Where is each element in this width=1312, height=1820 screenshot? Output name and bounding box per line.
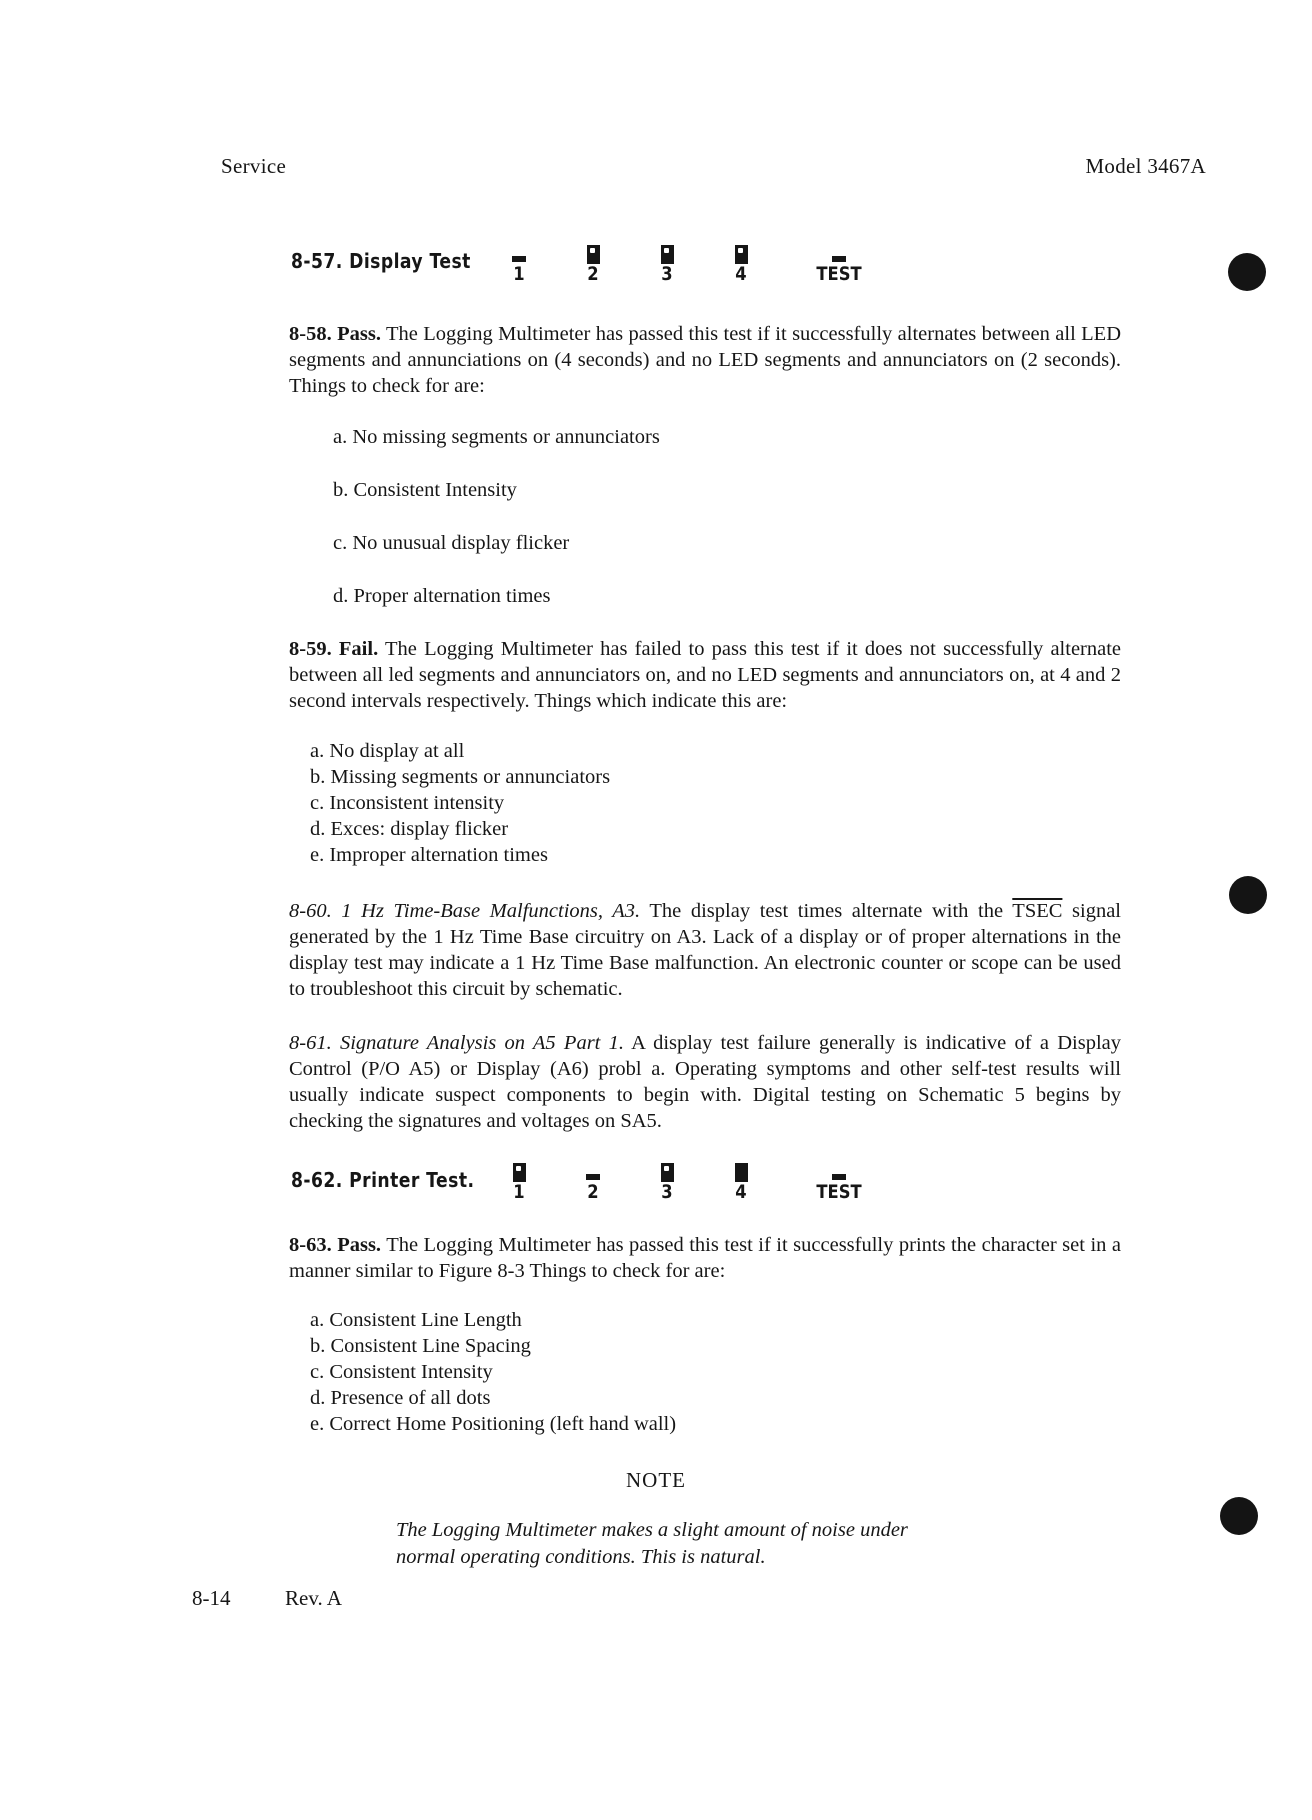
printer-key-3: 3 [644,1158,690,1202]
paragraph-8-59: 8-59. Fail. The Logging Multimeter has failed to pass this test if it does not successfully alternate between all led segments and annunciators on, and no LED segments and annunciators on, at 4 and 2 second intervals respectively. Things which indicate this are: [289,638,1122,712]
binder-hole-bottom [1220,1497,1258,1535]
key-dash-icon [832,1174,846,1180]
binder-hole-top [1228,253,1266,291]
paragraph-8-61-heading: 8-61. Signature Analysis on A5 Part 1. [289,1032,625,1054]
list-item: a. Consistent Line Length [310,1309,522,1331]
list-item: b. Consistent Intensity [333,479,517,501]
paragraph-8-63: 8-63. Pass. The Logging Multimeter has passed this test if it successfully prints the character set in a manner similar to Figure 8-3 Things to check for are: [289,1234,1121,1282]
display-key-3: 3 [644,240,690,284]
display-key-4: 4 [718,240,764,284]
printer-key-1: 1 [496,1158,542,1202]
list-item: a. No missing segments or annunciators [333,426,660,448]
key-dash-icon [832,256,846,262]
key-square-icon [735,245,748,264]
printer-test-heading: 8-62. Printer Test. [291,1168,475,1192]
list-item: e. Improper alternation times [310,844,548,866]
revision: Rev. A [285,1586,342,1610]
tsec-signal: TSEC [1012,900,1063,922]
list-item: d. Exces: display flicker [310,818,509,840]
display-key-2: 2 [570,240,616,284]
key-square-icon [661,245,674,264]
printer-key-4: 4 [718,1158,764,1202]
key-square-icon [587,245,600,264]
header-section: Service [221,154,287,178]
printer-key-2: 2 [570,1158,616,1202]
list-item: d. Proper alternation times [333,585,551,607]
display-key-1: 1 [496,240,542,284]
display-key-test: TEST [804,240,874,284]
paragraph-8-60: 8-60. 1 Hz Time-Base Malfunctions, A3. The display test times alternate with the TSEC signal generated by the 1 Hz Time Base circuitry on A3. Lack of a display or of proper alternations in the display test may indicate a 1 Hz Time Base malfunction. An electronic counter or scope can be used to troubleshoot this circuit by schematic. [289,900,1121,1000]
header-model: Model 3467A [1085,154,1206,178]
printer-key-test: TEST [804,1158,874,1202]
binder-hole-middle [1229,876,1267,914]
key-dash-icon [512,256,526,262]
paragraph-8-60-heading: 8-60. 1 Hz Time-Base Malfunctions, A3. [289,900,641,922]
key-square-icon [735,1163,748,1182]
list-item: c. Inconsistent intensity [310,792,505,814]
key-square-icon [661,1163,674,1182]
list-item: e. Correct Home Positioning (left hand wall) [310,1413,677,1435]
key-dash-icon [586,1174,600,1180]
checklist-8-63 [310,1307,676,1437]
paragraph-8-58: 8-58. Pass. The Logging Multimeter has passed this test if it successfully alternates between all LED segments and annunciations on (4 seconds) and no LED segments and annunciators on (2 seconds). Things to check for are: [289,323,1122,397]
list-item: c. Consistent Intensity [310,1361,493,1383]
display-test-heading: 8-57. Display Test [291,249,471,273]
checklist-8-58 [333,424,660,636]
list-item: a. No display at all [310,740,465,762]
note-body: The Logging Multimeter makes a slight amount of noise under normal operating conditions. This is natural. [396,1519,908,1568]
note-title: NOTE [626,1468,686,1492]
paragraph-8-61: 8-61. Signature Analysis on A5 Part 1. A display test failure generally is indicative of a Display Control (P/O A5) or Display (A6) probl a. Operating symptoms and other self-test results will usually indicate suspect components to begin with. Digital testing on Schematic 5 begins by checking the signatures and voltages on SA5. [289,1032,1121,1132]
list-item: b. Missing segments or annunciators [310,766,611,788]
list-item: c. No unusual display flicker [333,532,570,554]
list-item: b. Consistent Line Spacing [310,1335,531,1357]
key-square-icon [513,1163,526,1182]
checklist-8-59 [310,738,610,868]
list-item: d. Presence of all dots [310,1387,491,1409]
page-number: 8-14 [192,1586,231,1610]
